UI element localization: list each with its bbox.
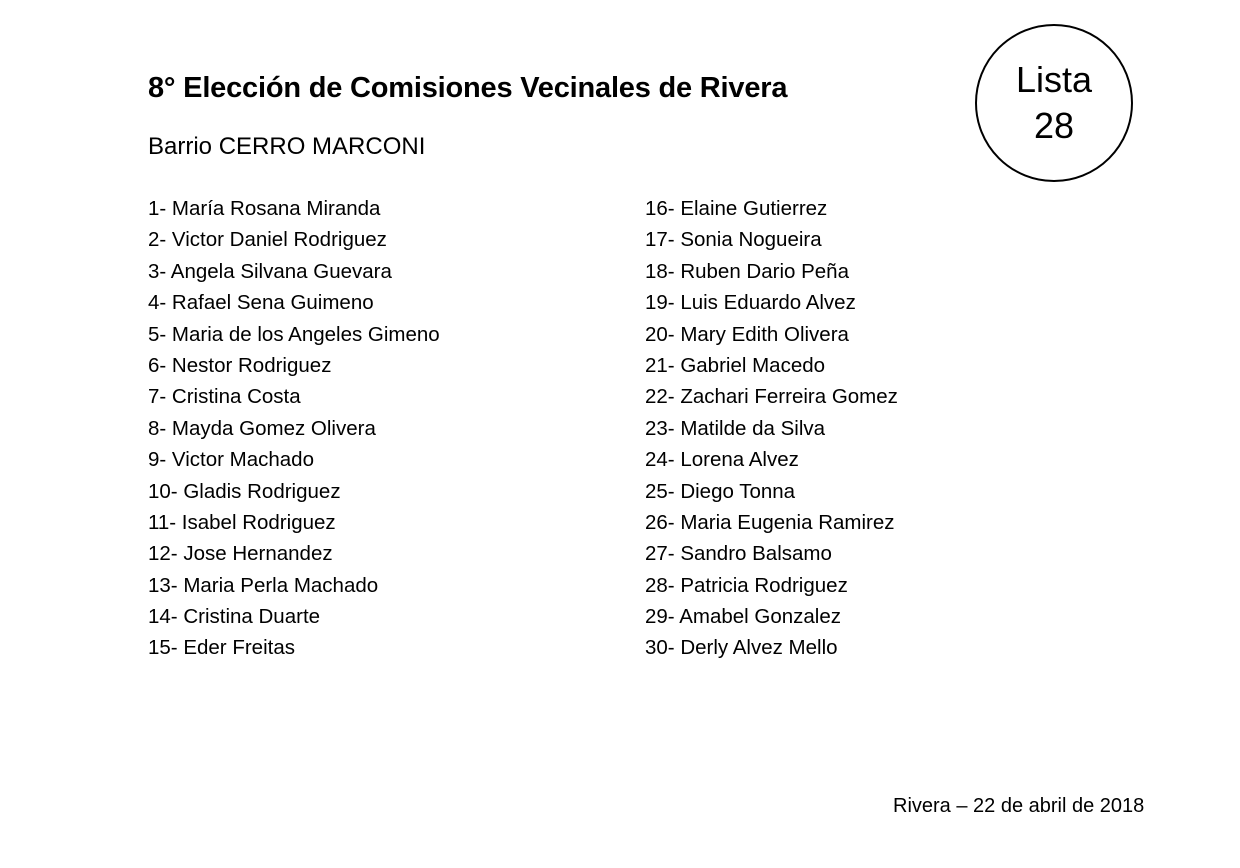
list-item: 6- Nestor Rodriguez — [148, 353, 332, 377]
list-item: 13- Maria Perla Machado — [148, 573, 379, 597]
place-date-footer: Rivera – 22 de abril de 2018 — [893, 795, 1145, 817]
list-item: 5- Maria de los Angeles Gimeno — [148, 322, 440, 346]
document-title: 8° Elección de Comisiones Vecinales de Rivera — [148, 72, 788, 104]
list-item: 23- Matilde da Silva — [645, 416, 826, 440]
list-item: 2- Victor Daniel Rodriguez — [148, 228, 387, 252]
list-item: 28- Patricia Rodriguez — [645, 573, 848, 597]
list-item: 16- Elaine Gutierrez — [645, 197, 828, 220]
list-item: 26- Maria Eugenia Ramirez — [645, 510, 895, 534]
list-item: 7- Cristina Costa — [148, 385, 301, 409]
list-item: 20- Mary Edith Olivera — [645, 322, 849, 346]
list-item: 3- Angela Silvana Guevara — [148, 259, 392, 283]
list-item: 12- Jose Hernandez — [148, 542, 333, 566]
candidate-list-left — [148, 196, 440, 667]
list-item: 27- Sandro Balsamo — [645, 542, 832, 566]
list-item: 8- Mayda Gomez Olivera — [148, 416, 376, 440]
list-item: 14- Cristina Duarte — [148, 605, 321, 629]
list-number-badge — [975, 24, 1133, 182]
list-item: 25- Diego Tonna — [645, 479, 796, 503]
list-item: 4- Rafael Sena Guimeno — [148, 291, 374, 315]
list-item: 9- Victor Machado — [148, 448, 314, 472]
list-item: 15- Eder Freitas — [148, 636, 295, 660]
list-item: 19- Luis Eduardo Alvez — [645, 291, 856, 315]
badge-number: 28 — [1033, 105, 1075, 146]
list-item: 24- Lorena Alvez — [645, 448, 799, 472]
list-item: 18- Ruben Dario Peña — [645, 259, 849, 283]
list-item: 22- Zachari Ferreira Gomez — [645, 385, 898, 409]
badge-label: Lista — [1015, 59, 1093, 100]
list-item: 29- Amabel Gonzalez — [645, 605, 842, 629]
list-item: 10- Gladis Rodriguez — [148, 479, 341, 503]
list-item: 1- María Rosana Miranda — [148, 197, 381, 220]
list-item: 30- Derly Alvez Mello — [645, 636, 838, 660]
list-item: 11- Isabel Rodriguez — [148, 510, 336, 534]
neighborhood-subtitle: Barrio CERRO MARCONI — [148, 133, 426, 160]
candidate-list-right — [645, 196, 898, 667]
list-item: 21- Gabriel Macedo — [645, 353, 826, 377]
list-item: 17- Sonia Nogueira — [645, 228, 822, 252]
